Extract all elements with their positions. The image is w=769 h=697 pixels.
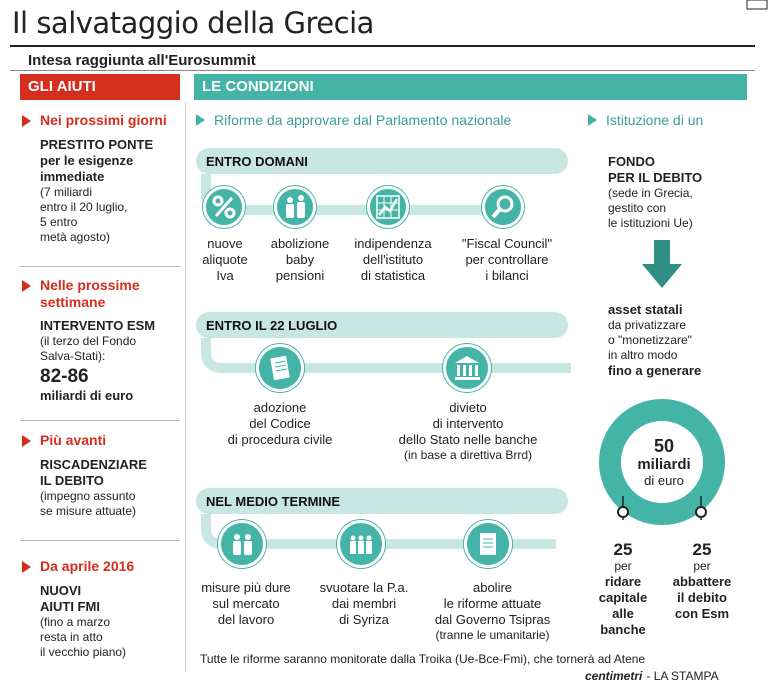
- aid-amount: 82-86: [40, 366, 89, 387]
- section-aiuti-heading: GLI AIUTI: [20, 74, 180, 100]
- split-line: abbattere: [672, 574, 732, 589]
- arrow-icon: [22, 561, 31, 573]
- donut-unit: di euro: [644, 473, 684, 488]
- aid-when: settimane: [40, 294, 106, 310]
- aid-note: (7 miliardi: [40, 185, 93, 199]
- donut-unit: miliardi: [637, 456, 691, 473]
- condition-line: abolizione: [270, 236, 330, 251]
- condition-line: i bilanci: [485, 268, 529, 283]
- aid-separator: [20, 540, 180, 541]
- condition-line: dal Governo Tsipras: [434, 612, 551, 627]
- condition-line: di intervento: [432, 416, 504, 431]
- condition-line: sul mercato: [212, 596, 280, 611]
- condition-label: [260, 236, 340, 284]
- condition-label: [343, 236, 443, 284]
- condition-line: del lavoro: [217, 612, 275, 627]
- reforms-label: Riforme da approvare dal Parlamento nazionale: [214, 112, 512, 128]
- donut-value: 50: [653, 436, 675, 456]
- aid-line: per le esigenze: [40, 153, 134, 168]
- aid-note: resta in atto: [40, 630, 103, 644]
- aid-note: (fino a marzo: [40, 615, 111, 629]
- condition-label: [420, 580, 565, 643]
- aid-when: Nelle prossime: [40, 277, 140, 293]
- fund-note: le istituzioni Ue): [608, 216, 693, 230]
- aid-note: (il terzo del Fondo: [40, 334, 137, 348]
- band1-label: ENTRO DOMANI: [206, 154, 308, 169]
- civil-servants-icon: [346, 529, 376, 559]
- condition-label: [378, 400, 558, 463]
- split-line: banche: [600, 622, 646, 637]
- donut-label: [620, 436, 708, 489]
- aid-block-2: [22, 277, 155, 404]
- aid-note: metà agosto): [40, 230, 111, 244]
- band3-label: NEL MEDIO TERMINE: [206, 494, 341, 509]
- aid-when: Più avanti: [40, 432, 107, 448]
- condition-label: [305, 580, 423, 628]
- aid-line: IL DEBITO: [40, 473, 104, 488]
- circle: [256, 344, 304, 392]
- fund-split-left: [588, 540, 658, 638]
- footer-note: Tutte le riforme saranno monitorate dalla Troika (Ue-Bce-Fmi), che tornerà ad Atene: [200, 652, 646, 666]
- condition-line: di procedura civile: [227, 432, 333, 447]
- statistics-icon: [374, 193, 402, 221]
- split-line: il debito: [677, 590, 727, 605]
- condition-line: per controllare: [465, 252, 549, 267]
- split-line: per: [693, 559, 711, 573]
- condition-line: le riforme attuate: [443, 596, 542, 611]
- condition-line: nuove: [207, 236, 243, 251]
- condition-line: dell'istituto: [362, 252, 424, 267]
- condition-line: svuotare la P.a.: [319, 580, 409, 595]
- aid-block-1: [22, 112, 167, 245]
- condition-line: del Codice: [249, 416, 311, 431]
- aid-note: (impegno assunto: [40, 489, 136, 503]
- title-rule: [10, 45, 755, 47]
- condition-note: (in base a direttiva Brrd): [403, 448, 533, 462]
- split-line: alle: [612, 606, 634, 621]
- bank-icon: [452, 353, 482, 383]
- circle: [464, 520, 512, 568]
- condition-line: di Syriza: [339, 612, 389, 627]
- condition-line: abolire: [472, 580, 513, 595]
- condition-line: dello Stato nelle banche: [398, 432, 538, 447]
- condition-label: [186, 580, 306, 628]
- aid-note: Salva-Stati):: [40, 349, 106, 363]
- condition-line: "Fiscal Council": [461, 236, 553, 251]
- aid-note: entro il 20 luglio,: [40, 200, 128, 214]
- aid-title: RISCADENZIARE: [40, 457, 147, 472]
- fund-split-right: [662, 540, 742, 622]
- paper-icon: [473, 529, 503, 559]
- split-line: ridare: [604, 574, 642, 589]
- arrow-icon: [22, 435, 31, 447]
- split-value: 25: [692, 540, 712, 559]
- circle: [218, 520, 266, 568]
- credit-brand: centimetri: [585, 669, 643, 683]
- split-line: capitale: [598, 590, 648, 605]
- page-subtitle: Intesa raggiunta all'Eurosummit: [28, 52, 256, 69]
- section-condizioni-heading: LE CONDIZIONI: [194, 74, 747, 100]
- condition-line: adozione: [253, 400, 307, 415]
- aid-block-4: [22, 558, 134, 660]
- assets-line: in altro modo: [608, 348, 678, 362]
- aid-note: se misure attuate): [40, 504, 137, 518]
- assets-line: fino a generare: [608, 363, 702, 378]
- aid-block-3: [22, 432, 147, 519]
- fund-header: [588, 112, 703, 128]
- condition-label: [196, 236, 254, 284]
- fund-label: Istituzione di un: [606, 112, 704, 128]
- aid-note: 5 entro: [40, 215, 78, 229]
- page-title: Il salvataggio della Grecia: [12, 6, 374, 40]
- condition-line: indipendenza: [354, 236, 432, 251]
- arrow-icon: [196, 114, 205, 126]
- circle: [443, 344, 491, 392]
- condition-note: (tranne le umanitarie): [435, 628, 550, 642]
- fund-note: gestito con: [608, 201, 667, 215]
- elderly-icon: [281, 193, 309, 221]
- subtitle-rule: [10, 70, 755, 71]
- split-line: per: [614, 559, 632, 573]
- condition-line: Iva: [216, 268, 234, 283]
- circle: [367, 186, 409, 228]
- condition-line: aliquote: [202, 252, 248, 267]
- aid-separator: [20, 420, 180, 421]
- assets-info: [608, 302, 701, 379]
- circle: [274, 186, 316, 228]
- circle: [337, 520, 385, 568]
- aid-note: il vecchio piano): [40, 645, 127, 659]
- split-value: 25: [613, 540, 633, 559]
- assets-line: o "monetizzare": [608, 333, 692, 347]
- aid-title: INTERVENTO ESM: [40, 318, 156, 333]
- fund-info: [608, 154, 702, 231]
- condition-label: [205, 400, 355, 448]
- split-line: con Esm: [674, 606, 730, 621]
- down-arrow-icon: [638, 240, 686, 290]
- aid-separator: [20, 266, 180, 267]
- aid-line: AIUTI FMI: [40, 599, 100, 614]
- credit: [585, 669, 719, 683]
- aid-line: miliardi di euro: [40, 388, 134, 403]
- aid-title: PRESTITO PONTE: [40, 137, 154, 152]
- condition-line: dai membri: [331, 596, 397, 611]
- aid-line: immediate: [40, 169, 105, 184]
- assets-line: asset statali: [608, 302, 683, 317]
- condition-label: [447, 236, 567, 284]
- circle: [203, 186, 245, 228]
- condition-line: baby: [285, 252, 315, 267]
- arrow-icon: [588, 114, 597, 126]
- fund-note: (sede in Grecia,: [608, 186, 693, 200]
- condition-line: pensioni: [275, 268, 325, 283]
- document-icon: [265, 353, 295, 383]
- credit-source: - LA STAMPA: [646, 669, 719, 683]
- aid-when: Da aprile 2016: [40, 558, 135, 574]
- workers-icon: [227, 529, 257, 559]
- percent-icon: [211, 194, 237, 220]
- fund-title: PER IL DEBITO: [608, 170, 703, 185]
- aid-title: NUOVI: [40, 583, 82, 598]
- magnifier-icon: [489, 193, 517, 221]
- assets-line: da privatizzare: [608, 318, 687, 332]
- aid-when: Nei prossimi giorni: [40, 112, 167, 128]
- reforms-header: [196, 112, 511, 128]
- arrow-icon: [22, 280, 31, 292]
- corner-mark: [744, 0, 769, 12]
- arrow-icon: [22, 115, 31, 127]
- condition-line: misure più dure: [201, 580, 291, 595]
- fund-title: FONDO: [608, 154, 655, 169]
- condition-line: divieto: [449, 400, 487, 415]
- circle: [482, 186, 524, 228]
- condition-line: di statistica: [360, 268, 426, 283]
- band2-label: ENTRO IL 22 LUGLIO: [206, 318, 338, 333]
